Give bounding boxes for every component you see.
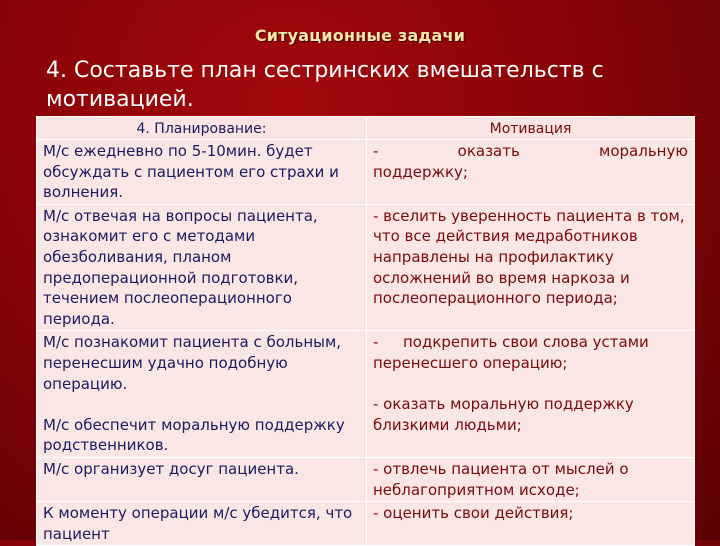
motivation-justified-line <box>373 141 688 162</box>
table-row <box>37 331 695 458</box>
motivation-text-2: - оказать моральную поддержку близкими людьми; <box>373 395 634 434</box>
motivation-cell: - отвлечь пациента от мыслей о неблагоприятном исходе; <box>367 457 695 501</box>
table-row <box>37 204 695 331</box>
motivation-text: перенесшего операцию; <box>373 353 568 372</box>
plan-table <box>36 116 695 546</box>
motivation-cell: - вселить уверенность пациента в том, что все действия медработников направлены на профилактику осложнений во время наркоза и послеоперационного периода; <box>367 204 695 331</box>
motivation-word: моральную <box>599 142 688 160</box>
motivation-word: оказать <box>457 142 520 160</box>
motivation-cell <box>367 140 695 205</box>
blank-line <box>373 374 688 395</box>
table-row <box>37 457 695 501</box>
blank-line <box>43 394 360 415</box>
header-motivation: Мотивация <box>367 117 695 140</box>
motivation-cell <box>367 331 695 458</box>
task-heading: 4. Составьте план сестринских вмешательств с мотивацией. <box>46 58 604 112</box>
plan-cell: М/с отвечая на вопросы пациента, ознакомит его с методами обезболивания, планом предоперационной подготовки, течением послеоперационного периода. <box>37 204 367 331</box>
plan-cell <box>37 331 367 458</box>
motivation-text: поддержку; <box>373 162 468 181</box>
plan-text: М/с познакомит пациента с больным, перенесшим удачно подобную операцию. <box>43 333 342 393</box>
table-header-row <box>37 117 695 140</box>
slide-title: Ситуационные задачи <box>254 26 466 45</box>
motivation-cell: - оценить свои действия; <box>367 502 695 546</box>
motivation-word: - <box>373 142 379 160</box>
table-row <box>37 502 695 546</box>
plan-cell: М/с организует досуг пациента. <box>37 457 367 501</box>
plan-cell: М/с ежедневно по 5-10мин. будет обсуждать с пациентом его страхи и волнения. <box>37 140 367 205</box>
table-row <box>37 140 695 205</box>
plan-text-2: М/с обеспечит моральную поддержку родственников. <box>43 415 345 455</box>
motivation-bullet <box>373 332 688 353</box>
header-planning: 4. Планирование: <box>37 117 367 140</box>
bullet-dash: - <box>373 333 379 352</box>
plan-cell: К моменту операции м/с убедится, что пациент <box>37 502 367 546</box>
bullet-text: подкрепить свои слова устами <box>403 333 649 352</box>
